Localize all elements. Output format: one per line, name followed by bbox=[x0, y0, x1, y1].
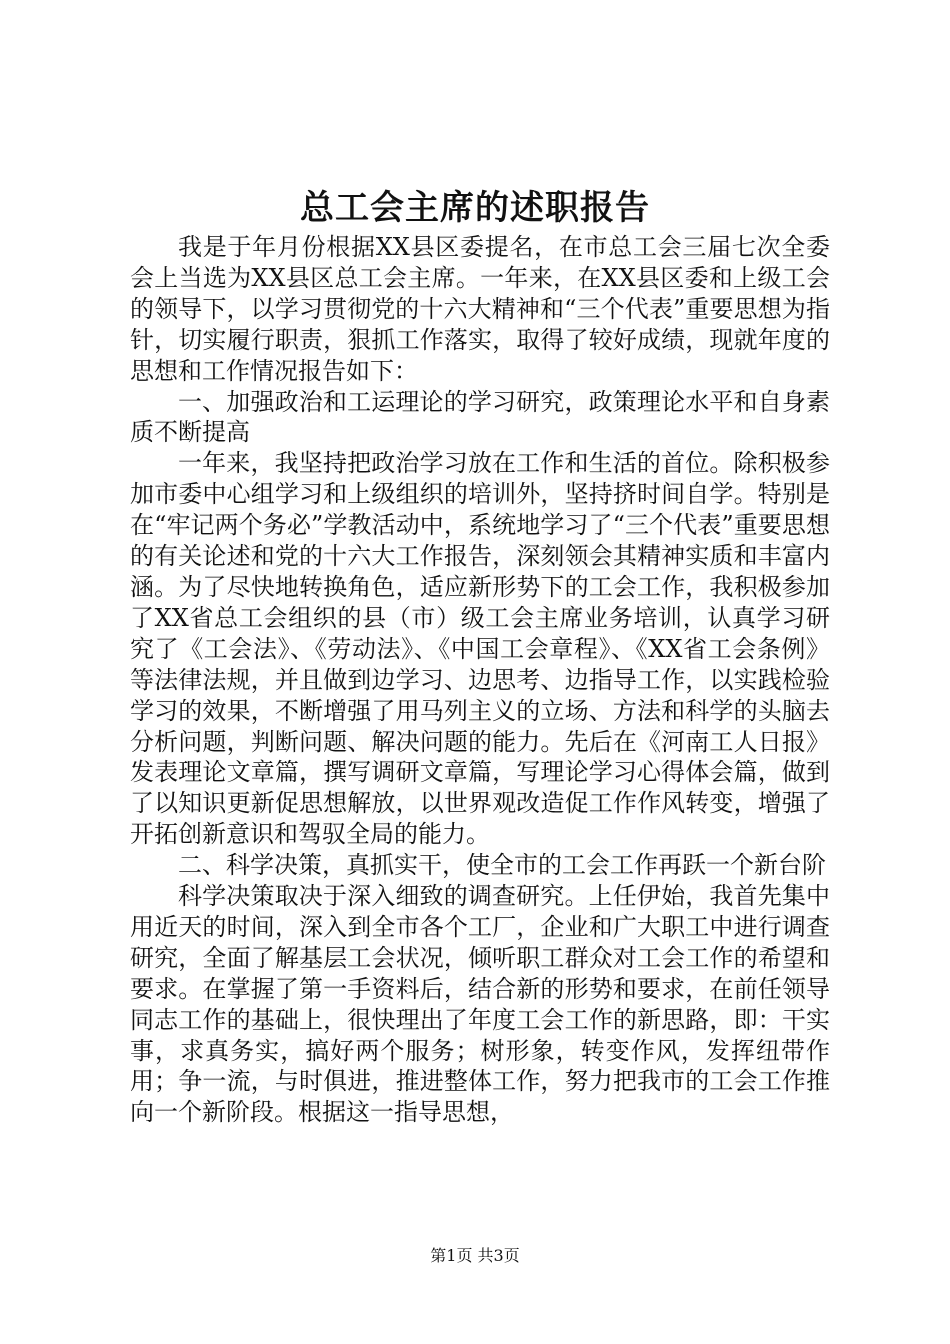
paragraph-section-2: 科学决策取决于深入细致的调查研究。上任伊始，我首先集中用近天的时间，深入到全市各个工厂，企业和广大职工中进行调查研究，全面了解基层工会状况，倾听职工群众对工会工作的希望和要求。在掌握了第一手资料后，结合新的形势和要求，在前任领导同志工作的基础上，很快理出了年度工会工作的新思路，即：干实事，求真务实，搞好两个服务；树形象，转变作风，发挥纽带作用；争一流，与时俱进，推进整体工作，努力把我市的工会工作推向一个新阶段。根据这一指导思想， bbox=[130, 882, 830, 1127]
paragraph-intro: 我是于年月份根据XX县区委提名，在市总工会三届七次全委会上当选为XX县区总工会主席。一年来，在XX县区委和上级工会的领导下，以学习贯彻党的十六大精神和“三个代表”重要思想为指针，切实履行职责，狠抓工作落实，取得了较好成绩，现就年度的思想和工作情况报告如下： bbox=[130, 233, 830, 385]
section-heading-2: 二、科学决策，真抓实干，使全市的工会工作再跃一个新台阶 bbox=[178, 851, 826, 880]
page-footer: 第1页 共3页 bbox=[430, 1246, 520, 1265]
paragraph-section-1: 一年来，我坚持把政治学习放在工作和生活的首位。除积极参加市委中心组学习和上级组织的培训外，坚持挤时间自学。特别是在“牢记两个务必”学教活动中，系统地学习了“三个代表”重要思想的有关论述和党的十六大工作报告，深刻领会其精神实质和丰富内涵。为了尽快地转换角色，适应新形势下的工会工作，我积极参加了XX省总工会组织的县（市）级工会主席业务培训，认真学习研究了《工会法》、《劳动法》、《中国工会章程》、《XX省工会条例》等法律法规，并且做到边学习、边思考、边指导工作，以实践检验学习的效果，不断增强了用马列主义的立场、方法和科学的头脑去分析问题，判断问题、解决问题的能力。先后在《河南工人日报》发表理论文章篇，撰写调研文章篇，写理论学习心得体会篇，做到了以知识更新促思想解放，以世界观改造促工作作风转变，增强了开拓创新意识和驾驭全局的能力。 bbox=[130, 449, 830, 849]
document-body bbox=[130, 232, 830, 1128]
document-title: 总工会主席的述职报告 bbox=[300, 188, 650, 228]
section-heading-1: 一、加强政治和工运理论的学习研究，政策理论水平和自身素质不断提高 bbox=[130, 387, 830, 447]
